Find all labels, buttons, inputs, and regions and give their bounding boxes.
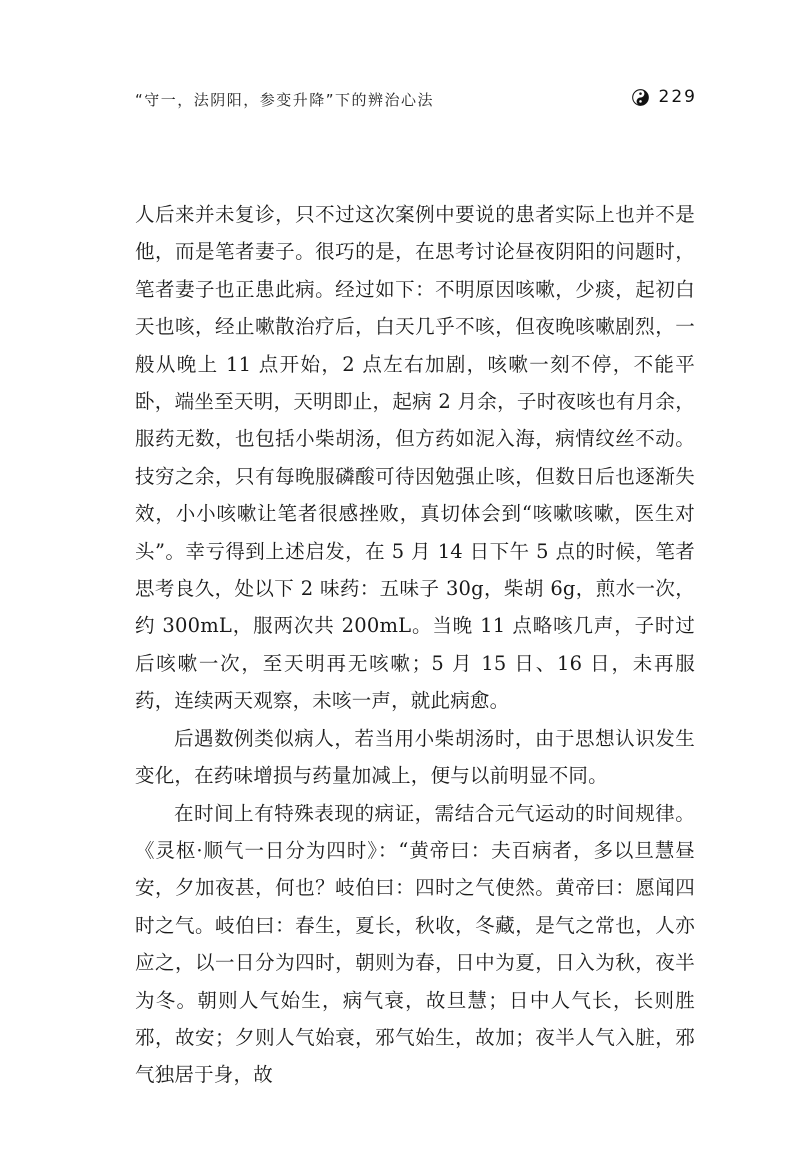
paragraph: 后遇数例类似病人，若当用小柴胡汤时，由于思想认识发生变化，在药味增损与药量加减上，便与以前明显不同。 [135,726,695,788]
body-text [135,196,695,1094]
taiji-icon [632,89,649,106]
page-number: 229 [658,87,697,107]
running-header [0,0,800,130]
paragraph-continued: 人后来并未复诊，只不过这次案例中要说的患者实际上也并不是他，而是笔者妻子。很巧的是，在思考讨论昼夜阴阳的问题时，笔者妻子也正患此病。经过如下：不明原因咳嗽，少痰，起初白天也咳，经止嗽散治疗后，白天几乎不咳，但夜晚咳嗽剧烈，一般从晚上 11 点开始，2 点左右加剧，咳嗽一刻不停，不能平卧，端坐至天明，天明即止，起病 2 月余，子时夜咳也有月余，服药无数，也包括小柴胡汤，但方药如泥入海，病情纹丝不动。技穷之余，只有每晚服磷酸可待因勉强止咳，但数日后也逐渐失效，小小咳嗽让笔者很感挫败，真切体会到“咳嗽咳嗽，医生对头”。幸亏得到上述启发，在 5 月 14 日下午 5 点的时候，笔者思考良久，处以下 2 味药：五味子 30g，柴胡 6g，煎水一次，约 300mL，服两次共 200mL。当晚 11 点略咳几声，子时过后咳嗽一次，至天明再无咳嗽；5 月 15 日、16 日，未再服药，连续两天观察，未咳一声，就此病愈。 [135,203,695,713]
chapter-title: “守一，法阴阳，参变升降”下的辨治心法 [135,91,435,109]
page-number-group [632,87,697,107]
paragraph: 在时间上有特殊表现的病证，需结合元气运动的时间规律。《灵枢·顺气一日分为四时》：“黄帝曰：夫百病者，多以旦慧昼安，夕加夜甚，何也？岐伯曰：四时之气使然。黄帝曰：愿闻四时之气。岐伯曰：春生，夏长，秋收，冬藏，是气之常也，人亦应之，以一日分为四时，朝则为春，日中为夏，日入为秋，夜半为冬。朝则人气始生，病气衰，故旦慧；日中人气长，长则胜邪，故安；夕则人气始衰，邪气始生，故加；夜半人气入脏，邪气独居于身，故 [135,801,695,1087]
